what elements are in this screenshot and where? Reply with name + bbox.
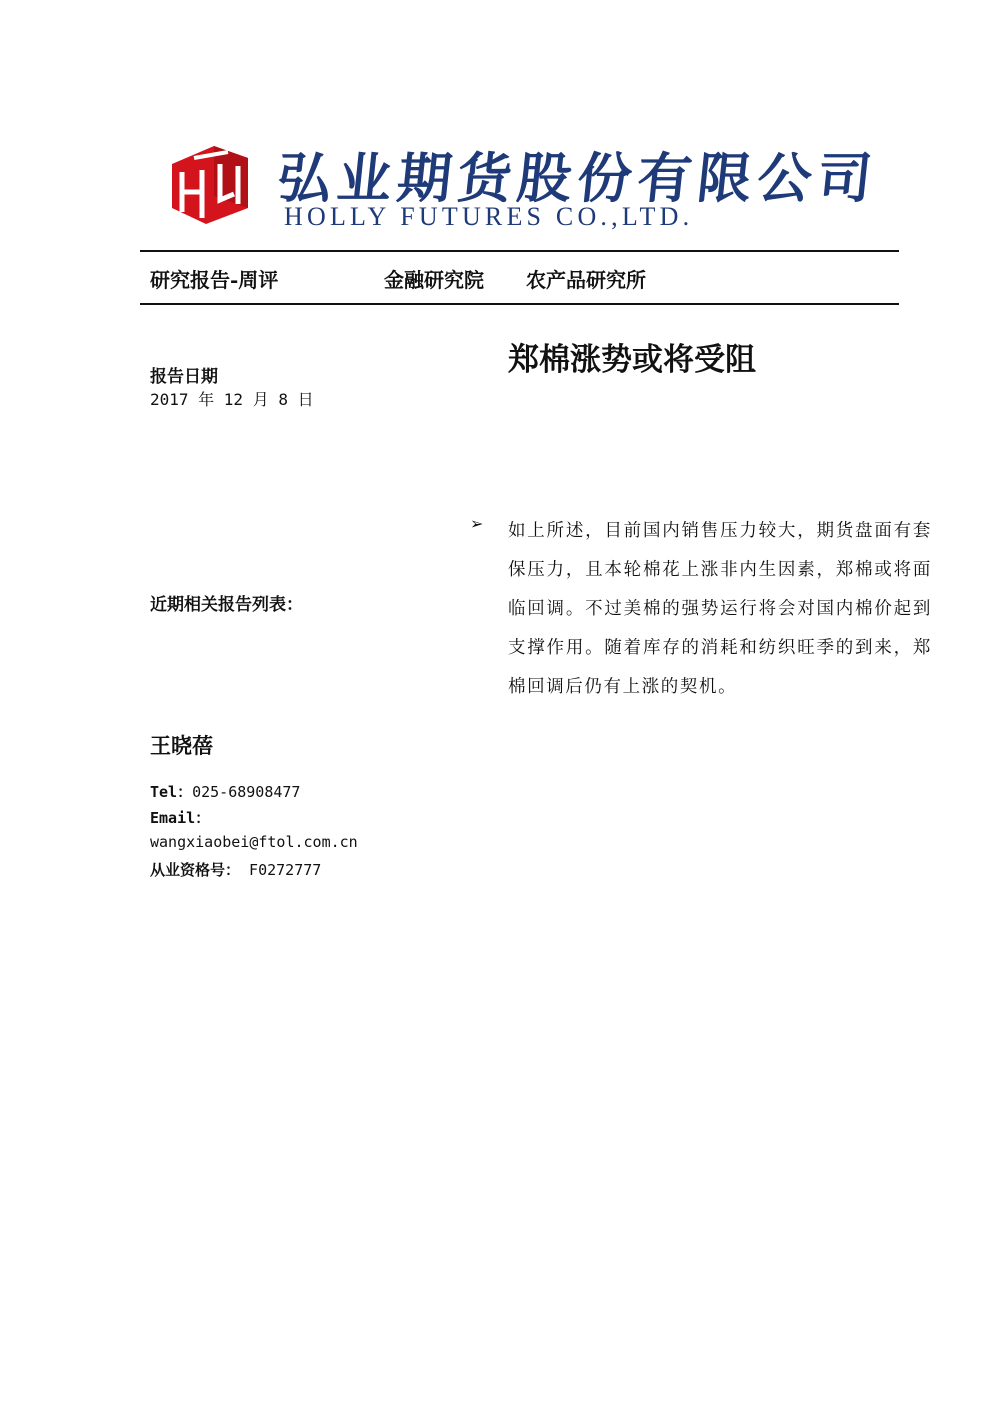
report-date-value: 2017 年 12 月 8 日 xyxy=(150,390,314,409)
analyst-email-label xyxy=(150,807,210,828)
bullet-arrow-icon: ➢ xyxy=(470,514,484,533)
department-agriculture: 农产品研究所 xyxy=(526,268,646,292)
analyst-name: 王晓蓓 xyxy=(150,733,213,758)
summary-paragraph: 如上所述，目前国内销售压力较大，期货盘面有套保压力，且本轮棉花上涨非内生因素，郑棉或将面临回调。不过美棉的强势运行将会对国内棉价起到支撑作用。随着库存的消耗和纺织旺季的到来，郑棉回调后仍有上涨的契机。 xyxy=(508,521,932,697)
analyst-license xyxy=(150,859,321,880)
analyst-email[interactable]: wangxiaobei@ftol.com.cn xyxy=(150,833,358,851)
related-reports-label: 近期相关报告列表： xyxy=(150,595,303,615)
report-date-label: 报告日期 xyxy=(150,367,218,387)
tel-value: 025-68908477 xyxy=(192,783,301,801)
report-header-bar xyxy=(150,264,890,294)
analyst-tel xyxy=(150,781,300,802)
logo-cube-icon xyxy=(168,142,252,226)
license-label: 从业资格号： xyxy=(150,861,241,879)
email-label: Email： xyxy=(150,809,211,827)
tel-label: Tel： xyxy=(150,783,193,801)
report-type: 研究报告-周评 xyxy=(150,268,279,292)
logo-english-name: HOLLY FUTURES CO.,LTD. xyxy=(284,202,694,231)
header-top-rule xyxy=(140,250,899,252)
company-logo xyxy=(168,140,881,236)
header-bottom-rule xyxy=(140,303,899,305)
logo-chinese-name: 弘业期货股份有限公司 xyxy=(274,146,881,210)
report-title: 郑棉涨势或将受阻 xyxy=(508,342,756,378)
license-value: F0272777 xyxy=(249,861,322,879)
department-finance: 金融研究院 xyxy=(384,268,484,292)
